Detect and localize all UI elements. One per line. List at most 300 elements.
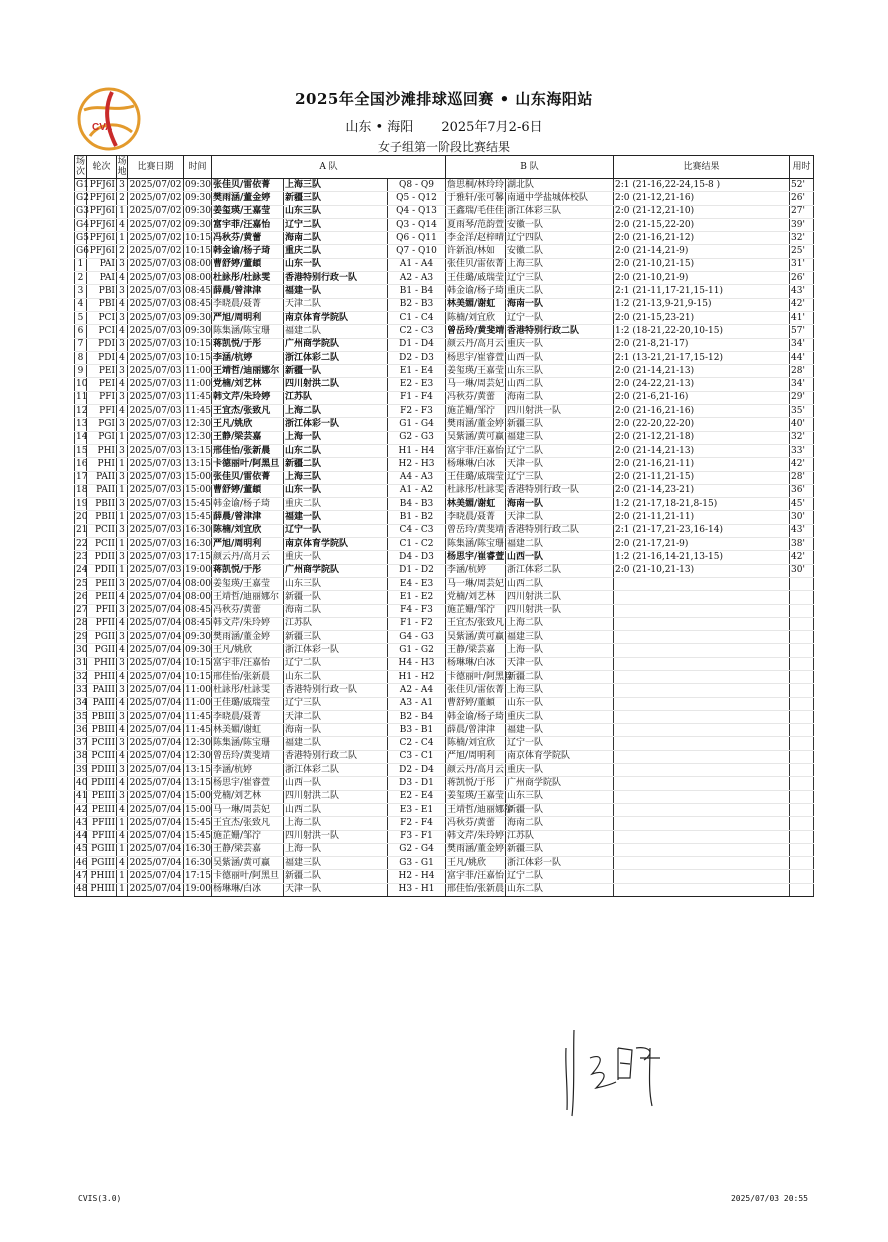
match-no: 17 bbox=[75, 471, 87, 484]
duration bbox=[790, 710, 814, 723]
team-a-name: 广州商学院队 bbox=[284, 338, 388, 351]
match-result: 2:0 (21-10,21-13) bbox=[614, 564, 790, 577]
matchup: H3 - H1 bbox=[388, 883, 446, 896]
matchup: D1 - D2 bbox=[388, 564, 446, 577]
team-a-name: 福建一队 bbox=[284, 285, 388, 298]
table-row bbox=[75, 551, 814, 564]
duration bbox=[790, 591, 814, 604]
team-a-name: 重庆二队 bbox=[284, 498, 388, 511]
team-b-name: 海南一队 bbox=[506, 298, 614, 311]
court: 4 bbox=[117, 697, 128, 710]
round: PFJ6I bbox=[87, 192, 117, 205]
match-time: 13:15 bbox=[184, 777, 212, 790]
team-a-players: 曾岳玲/黄斐靖 bbox=[212, 750, 284, 763]
team-a-name: 辽宁二队 bbox=[284, 657, 388, 670]
match-date: 2025/07/03 bbox=[128, 338, 184, 351]
court: 1 bbox=[117, 843, 128, 856]
match-no: 4 bbox=[75, 298, 87, 311]
match-no: 3 bbox=[75, 285, 87, 298]
team-b-players: 邢佳怡/张新晨 bbox=[446, 883, 506, 896]
matchup: E2 - E3 bbox=[388, 378, 446, 391]
match-result: 2:0 (21-16,21-12) bbox=[614, 232, 790, 245]
match-no: 13 bbox=[75, 418, 87, 431]
match-time: 13:15 bbox=[184, 458, 212, 471]
court: 4 bbox=[117, 830, 128, 843]
team-b-players: 蒋凯悦/于彤 bbox=[446, 777, 506, 790]
court: 4 bbox=[117, 617, 128, 630]
court: 3 bbox=[117, 764, 128, 777]
duration bbox=[790, 830, 814, 843]
team-b-players: 薛晨/曾津津 bbox=[446, 724, 506, 737]
duration bbox=[790, 670, 814, 683]
team-a-players: 张佳贝/雷依菁 bbox=[212, 179, 284, 192]
match-result: 1:2 (21-16,14-21,13-15) bbox=[614, 551, 790, 564]
match-no: 40 bbox=[75, 777, 87, 790]
table-row bbox=[75, 484, 814, 497]
team-b-players: 富宇菲/汪嘉怡 bbox=[446, 870, 506, 883]
team-a-name: 福建三队 bbox=[284, 857, 388, 870]
match-date: 2025/07/03 bbox=[128, 365, 184, 378]
match-no: 29 bbox=[75, 631, 87, 644]
match-time: 15:45 bbox=[184, 830, 212, 843]
match-date: 2025/07/04 bbox=[128, 604, 184, 617]
table-row bbox=[75, 405, 814, 418]
col-court: 场地 bbox=[117, 157, 127, 177]
round: PCI bbox=[87, 311, 117, 324]
match-no: G3 bbox=[75, 205, 87, 218]
match-no: 1 bbox=[75, 258, 87, 271]
table-row bbox=[75, 192, 814, 205]
round: PBIII bbox=[87, 710, 117, 723]
match-result: 2:0 (21-15,22-20) bbox=[614, 218, 790, 231]
team-a-players: 李涵/杭婷 bbox=[212, 764, 284, 777]
team-a-players: 杨琳琳/白冰 bbox=[212, 883, 284, 896]
match-date: 2025/07/03 bbox=[128, 391, 184, 404]
court: 4 bbox=[117, 325, 128, 338]
team-a-players: 韩金谕/杨子琦 bbox=[212, 498, 284, 511]
court: 3 bbox=[117, 285, 128, 298]
court: 2 bbox=[117, 192, 128, 205]
team-b-name: 上海二队 bbox=[506, 617, 614, 630]
team-a-name: 山东二队 bbox=[284, 444, 388, 457]
matchup: B1 - B2 bbox=[388, 511, 446, 524]
duration bbox=[790, 657, 814, 670]
match-no: 45 bbox=[75, 843, 87, 856]
court: 1 bbox=[117, 538, 128, 551]
round: PFIII bbox=[87, 830, 117, 843]
table-header bbox=[75, 156, 814, 179]
match-result bbox=[614, 803, 790, 816]
match-no: G6 bbox=[75, 245, 87, 258]
match-no: 36 bbox=[75, 724, 87, 737]
court: 4 bbox=[117, 272, 128, 285]
court: 1 bbox=[117, 870, 128, 883]
match-date: 2025/07/03 bbox=[128, 498, 184, 511]
duration bbox=[790, 883, 814, 896]
team-b-players: 王宜杰/张致凡 bbox=[446, 617, 506, 630]
round: PBI bbox=[87, 285, 117, 298]
match-no: 31 bbox=[75, 657, 87, 670]
team-b-name: 江苏队 bbox=[506, 830, 614, 843]
matchup: F2 - F4 bbox=[388, 817, 446, 830]
duration bbox=[790, 817, 814, 830]
match-no: 26 bbox=[75, 591, 87, 604]
match-result bbox=[614, 591, 790, 604]
duration bbox=[790, 644, 814, 657]
duration: 26' bbox=[790, 192, 814, 205]
team-a-name: 新疆二队 bbox=[284, 458, 388, 471]
match-result: 2:0 (21-15,23-21) bbox=[614, 311, 790, 324]
match-date: 2025/07/04 bbox=[128, 830, 184, 843]
team-a-players: 薛晨/曾津津 bbox=[212, 511, 284, 524]
matchup: D2 - D4 bbox=[388, 764, 446, 777]
match-date: 2025/07/03 bbox=[128, 311, 184, 324]
match-no: 47 bbox=[75, 870, 87, 883]
table-row bbox=[75, 325, 814, 338]
col-no: 场次 bbox=[75, 157, 85, 177]
match-date: 2025/07/03 bbox=[128, 298, 184, 311]
duration: 30' bbox=[790, 564, 814, 577]
team-b-name: 广州商学院队 bbox=[506, 777, 614, 790]
match-time: 12:30 bbox=[184, 737, 212, 750]
match-result: 2:0 (21-14,21-13) bbox=[614, 444, 790, 457]
duration: 28' bbox=[790, 365, 814, 378]
match-time: 09:30 bbox=[184, 205, 212, 218]
team-a-name: 重庆一队 bbox=[284, 551, 388, 564]
court: 3 bbox=[117, 311, 128, 324]
table-row bbox=[75, 790, 814, 803]
matchup: Q3 - Q14 bbox=[388, 218, 446, 231]
match-date: 2025/07/03 bbox=[128, 405, 184, 418]
matchup: F2 - F3 bbox=[388, 405, 446, 418]
match-time: 16:30 bbox=[184, 857, 212, 870]
team-a-players: 陈集涵/陈宝珊 bbox=[212, 325, 284, 338]
team-a-name: 浙江体彩一队 bbox=[284, 644, 388, 657]
match-date: 2025/07/04 bbox=[128, 684, 184, 697]
matchup: A1 - A4 bbox=[388, 258, 446, 271]
match-date: 2025/07/04 bbox=[128, 817, 184, 830]
table-row bbox=[75, 431, 814, 444]
match-no: 8 bbox=[75, 351, 87, 364]
team-a-players: 陈楠/刘宜欣 bbox=[212, 524, 284, 537]
table-row bbox=[75, 444, 814, 457]
match-time: 09:30 bbox=[184, 311, 212, 324]
col-date: 比赛日期 bbox=[128, 156, 184, 179]
round: PCII bbox=[87, 538, 117, 551]
team-a-players: 张佳贝/雷依菁 bbox=[212, 471, 284, 484]
team-a-name: 山东一队 bbox=[284, 258, 388, 271]
table-row bbox=[75, 338, 814, 351]
match-date: 2025/07/04 bbox=[128, 697, 184, 710]
team-b-players: 颜云丹/高月云 bbox=[446, 338, 506, 351]
team-b-name: 海南一队 bbox=[506, 498, 614, 511]
match-time: 17:15 bbox=[184, 551, 212, 564]
team-b-name: 山东三队 bbox=[506, 365, 614, 378]
team-a-name: 上海一队 bbox=[284, 843, 388, 856]
team-b-players: 韩文芹/朱玲婷 bbox=[446, 830, 506, 843]
duration: 44' bbox=[790, 351, 814, 364]
team-a-name: 四川射洪二队 bbox=[284, 378, 388, 391]
match-time: 15:45 bbox=[184, 511, 212, 524]
court: 4 bbox=[117, 777, 128, 790]
match-result bbox=[614, 883, 790, 896]
team-b-players: 吴紫涵/黄可赢 bbox=[446, 431, 506, 444]
match-time: 09:30 bbox=[184, 644, 212, 657]
court: 4 bbox=[117, 378, 128, 391]
match-date: 2025/07/03 bbox=[128, 351, 184, 364]
table-row bbox=[75, 232, 814, 245]
team-a-players: 李涵/杭婷 bbox=[212, 351, 284, 364]
team-a-name: 天津一队 bbox=[284, 883, 388, 896]
court: 3 bbox=[117, 604, 128, 617]
match-date: 2025/07/03 bbox=[128, 325, 184, 338]
duration bbox=[790, 870, 814, 883]
team-b-name: 四川射洪一队 bbox=[506, 405, 614, 418]
team-b-name: 上海一队 bbox=[506, 644, 614, 657]
team-a-players: 杜詠彤/杜詠雯 bbox=[212, 684, 284, 697]
match-result bbox=[614, 870, 790, 883]
team-b-players: 姜玺瑛/王嘉莹 bbox=[446, 790, 506, 803]
match-date: 2025/07/04 bbox=[128, 710, 184, 723]
team-b-players: 曹舒婷/董頔 bbox=[446, 697, 506, 710]
team-a-players: 韩金谕/杨子琦 bbox=[212, 245, 284, 258]
duration: 29' bbox=[790, 391, 814, 404]
table-row bbox=[75, 471, 814, 484]
match-time: 10:15 bbox=[184, 657, 212, 670]
match-date: 2025/07/04 bbox=[128, 631, 184, 644]
match-time: 13:15 bbox=[184, 764, 212, 777]
matchup: E4 - E3 bbox=[388, 577, 446, 590]
team-b-name: 南京体育学院队 bbox=[506, 750, 614, 763]
table-row bbox=[75, 218, 814, 231]
matchup: G1 - G4 bbox=[388, 418, 446, 431]
match-time: 09:30 bbox=[184, 218, 212, 231]
match-date: 2025/07/04 bbox=[128, 764, 184, 777]
team-b-players: 樊雨涵/董金婷 bbox=[446, 418, 506, 431]
matchup: F1 - F4 bbox=[388, 391, 446, 404]
matchup: G4 - G3 bbox=[388, 631, 446, 644]
match-no: 32 bbox=[75, 670, 87, 683]
team-a-name: 海南二队 bbox=[284, 232, 388, 245]
team-a-name: 海南一队 bbox=[284, 724, 388, 737]
match-time: 11:00 bbox=[184, 684, 212, 697]
team-b-name: 上海三队 bbox=[506, 684, 614, 697]
table-row bbox=[75, 857, 814, 870]
team-a-players: 蒋凯悦/于彤 bbox=[212, 564, 284, 577]
team-b-name: 香港特别行政一队 bbox=[506, 484, 614, 497]
match-date: 2025/07/02 bbox=[128, 192, 184, 205]
duration: 39' bbox=[790, 218, 814, 231]
team-b-players: 杜詠彤/杜詠雯 bbox=[446, 484, 506, 497]
team-b-players: 王凡/姚欣 bbox=[446, 857, 506, 870]
table-row bbox=[75, 458, 814, 471]
match-date: 2025/07/04 bbox=[128, 883, 184, 896]
team-a-players: 杜詠彤/杜詠雯 bbox=[212, 272, 284, 285]
team-b-players: 冯秋芬/黄蕾 bbox=[446, 391, 506, 404]
col-result: 比赛结果 bbox=[614, 156, 790, 179]
table-row bbox=[75, 391, 814, 404]
duration bbox=[790, 697, 814, 710]
match-no: 7 bbox=[75, 338, 87, 351]
table-row bbox=[75, 272, 814, 285]
team-b-players: 马一琳/周芸妃 bbox=[446, 577, 506, 590]
court: 3 bbox=[117, 391, 128, 404]
match-date: 2025/07/04 bbox=[128, 857, 184, 870]
matchup: A4 - A3 bbox=[388, 471, 446, 484]
match-no: 10 bbox=[75, 378, 87, 391]
team-b-name: 辽宁一队 bbox=[506, 737, 614, 750]
team-a-players: 蒋凯悦/于彤 bbox=[212, 338, 284, 351]
team-a-players: 王凡/姚欣 bbox=[212, 418, 284, 431]
team-b-players: 姜玺瑛/王嘉莹 bbox=[446, 365, 506, 378]
team-a-players: 樊雨涵/董金婷 bbox=[212, 192, 284, 205]
team-b-name: 山西一队 bbox=[506, 351, 614, 364]
round: PCII bbox=[87, 524, 117, 537]
match-result: 2:0 (24-22,21-13) bbox=[614, 378, 790, 391]
table-row bbox=[75, 710, 814, 723]
team-b-players: 杨琳琳/白冰 bbox=[446, 458, 506, 471]
court: 1 bbox=[117, 431, 128, 444]
team-a-players: 吴紫涵/黄可赢 bbox=[212, 857, 284, 870]
team-b-name: 海南二队 bbox=[506, 391, 614, 404]
team-a-players: 王佳璐/戚瑞莹 bbox=[212, 697, 284, 710]
table-row bbox=[75, 631, 814, 644]
team-b-players: 严旭/周明利 bbox=[446, 750, 506, 763]
round: PBII bbox=[87, 498, 117, 511]
team-b-name: 天津二队 bbox=[506, 511, 614, 524]
round: PAI bbox=[87, 258, 117, 271]
table-row bbox=[75, 311, 814, 324]
table-row bbox=[75, 737, 814, 750]
match-time: 08:00 bbox=[184, 272, 212, 285]
team-b-name: 山东二队 bbox=[506, 883, 614, 896]
match-date: 2025/07/03 bbox=[128, 484, 184, 497]
matchup: F3 - F1 bbox=[388, 830, 446, 843]
table-row bbox=[75, 245, 814, 258]
matchup: H2 - H4 bbox=[388, 870, 446, 883]
team-b-name: 安徽一队 bbox=[506, 218, 614, 231]
match-date: 2025/07/02 bbox=[128, 179, 184, 192]
duration bbox=[790, 750, 814, 763]
match-no: 12 bbox=[75, 405, 87, 418]
round: PFIII bbox=[87, 817, 117, 830]
team-a-players: 王靖哲/迪丽娜尔 bbox=[212, 365, 284, 378]
team-a-name: 上海一队 bbox=[284, 431, 388, 444]
court: 3 bbox=[117, 498, 128, 511]
match-date: 2025/07/04 bbox=[128, 777, 184, 790]
team-a-name: 新疆三队 bbox=[284, 192, 388, 205]
team-b-players: 杨琳琳/白冰 bbox=[446, 657, 506, 670]
table-row bbox=[75, 378, 814, 391]
match-time: 11:00 bbox=[184, 697, 212, 710]
round: PAII bbox=[87, 471, 117, 484]
matchup: H2 - H3 bbox=[388, 458, 446, 471]
match-time: 08:00 bbox=[184, 591, 212, 604]
match-no: 2 bbox=[75, 272, 87, 285]
table-row bbox=[75, 764, 814, 777]
round: PHIII bbox=[87, 883, 117, 896]
match-date: 2025/07/03 bbox=[128, 458, 184, 471]
round: PHII bbox=[87, 670, 117, 683]
court: 4 bbox=[117, 803, 128, 816]
team-a-players: 李晓晨/聂菁 bbox=[212, 298, 284, 311]
match-result: 2:0 (21-12,21-16) bbox=[614, 192, 790, 205]
team-a-players: 严旭/周明利 bbox=[212, 538, 284, 551]
match-no: 46 bbox=[75, 857, 87, 870]
match-result: 2:0 (21-14,21-9) bbox=[614, 245, 790, 258]
matchup: G2 - G3 bbox=[388, 431, 446, 444]
court: 3 bbox=[117, 710, 128, 723]
court: 1 bbox=[117, 484, 128, 497]
court: 4 bbox=[117, 857, 128, 870]
team-b-name: 山东一队 bbox=[506, 697, 614, 710]
team-a-name: 山东三队 bbox=[284, 577, 388, 590]
match-result: 2:0 (22-20,22-20) bbox=[614, 418, 790, 431]
match-date: 2025/07/04 bbox=[128, 803, 184, 816]
duration: 57' bbox=[790, 325, 814, 338]
match-time: 08:00 bbox=[184, 258, 212, 271]
court: 1 bbox=[117, 564, 128, 577]
match-no: 18 bbox=[75, 484, 87, 497]
team-a-players: 冯秋芬/黄蕾 bbox=[212, 232, 284, 245]
match-no: 28 bbox=[75, 617, 87, 630]
team-b-name: 福建三队 bbox=[506, 431, 614, 444]
table-row bbox=[75, 843, 814, 856]
round: PAI bbox=[87, 272, 117, 285]
match-date: 2025/07/03 bbox=[128, 431, 184, 444]
team-b-name: 辽宁三队 bbox=[506, 471, 614, 484]
round: PFII bbox=[87, 617, 117, 630]
table-row bbox=[75, 365, 814, 378]
round: PGI bbox=[87, 418, 117, 431]
table-row bbox=[75, 830, 814, 843]
team-a-name: 辽宁二队 bbox=[284, 218, 388, 231]
team-b-name: 重庆一队 bbox=[506, 764, 614, 777]
team-b-name: 香港特别行政二队 bbox=[506, 524, 614, 537]
match-result bbox=[614, 777, 790, 790]
team-b-players: 于雅轩/张可馨 bbox=[446, 192, 506, 205]
match-result bbox=[614, 750, 790, 763]
round: PDIII bbox=[87, 764, 117, 777]
team-a-players: 韩文芹/朱玲婷 bbox=[212, 617, 284, 630]
match-result: 2:0 (21-12,21-18) bbox=[614, 431, 790, 444]
duration: 43' bbox=[790, 285, 814, 298]
matchup: H1 - H4 bbox=[388, 444, 446, 457]
matchup: B4 - B3 bbox=[388, 498, 446, 511]
match-result bbox=[614, 684, 790, 697]
match-time: 09:30 bbox=[184, 631, 212, 644]
court: 3 bbox=[117, 179, 128, 192]
team-a-name: 四川射洪一队 bbox=[284, 830, 388, 843]
round: PDIII bbox=[87, 777, 117, 790]
match-no: 20 bbox=[75, 511, 87, 524]
round: PBI bbox=[87, 298, 117, 311]
match-date: 2025/07/03 bbox=[128, 538, 184, 551]
team-a-players: 王静/梁芸嘉 bbox=[212, 431, 284, 444]
court: 4 bbox=[117, 591, 128, 604]
match-result: 2:0 (21-10,21-15) bbox=[614, 258, 790, 271]
team-a-name: 上海二队 bbox=[284, 405, 388, 418]
team-a-name: 海南二队 bbox=[284, 604, 388, 617]
duration: 43' bbox=[790, 524, 814, 537]
duration bbox=[790, 857, 814, 870]
matchup: Q7 - Q10 bbox=[388, 245, 446, 258]
team-b-players: 王静/梁芸嘉 bbox=[446, 644, 506, 657]
team-a-name: 山西二队 bbox=[284, 803, 388, 816]
table-row bbox=[75, 670, 814, 683]
matchup: A2 - A3 bbox=[388, 272, 446, 285]
duration bbox=[790, 724, 814, 737]
